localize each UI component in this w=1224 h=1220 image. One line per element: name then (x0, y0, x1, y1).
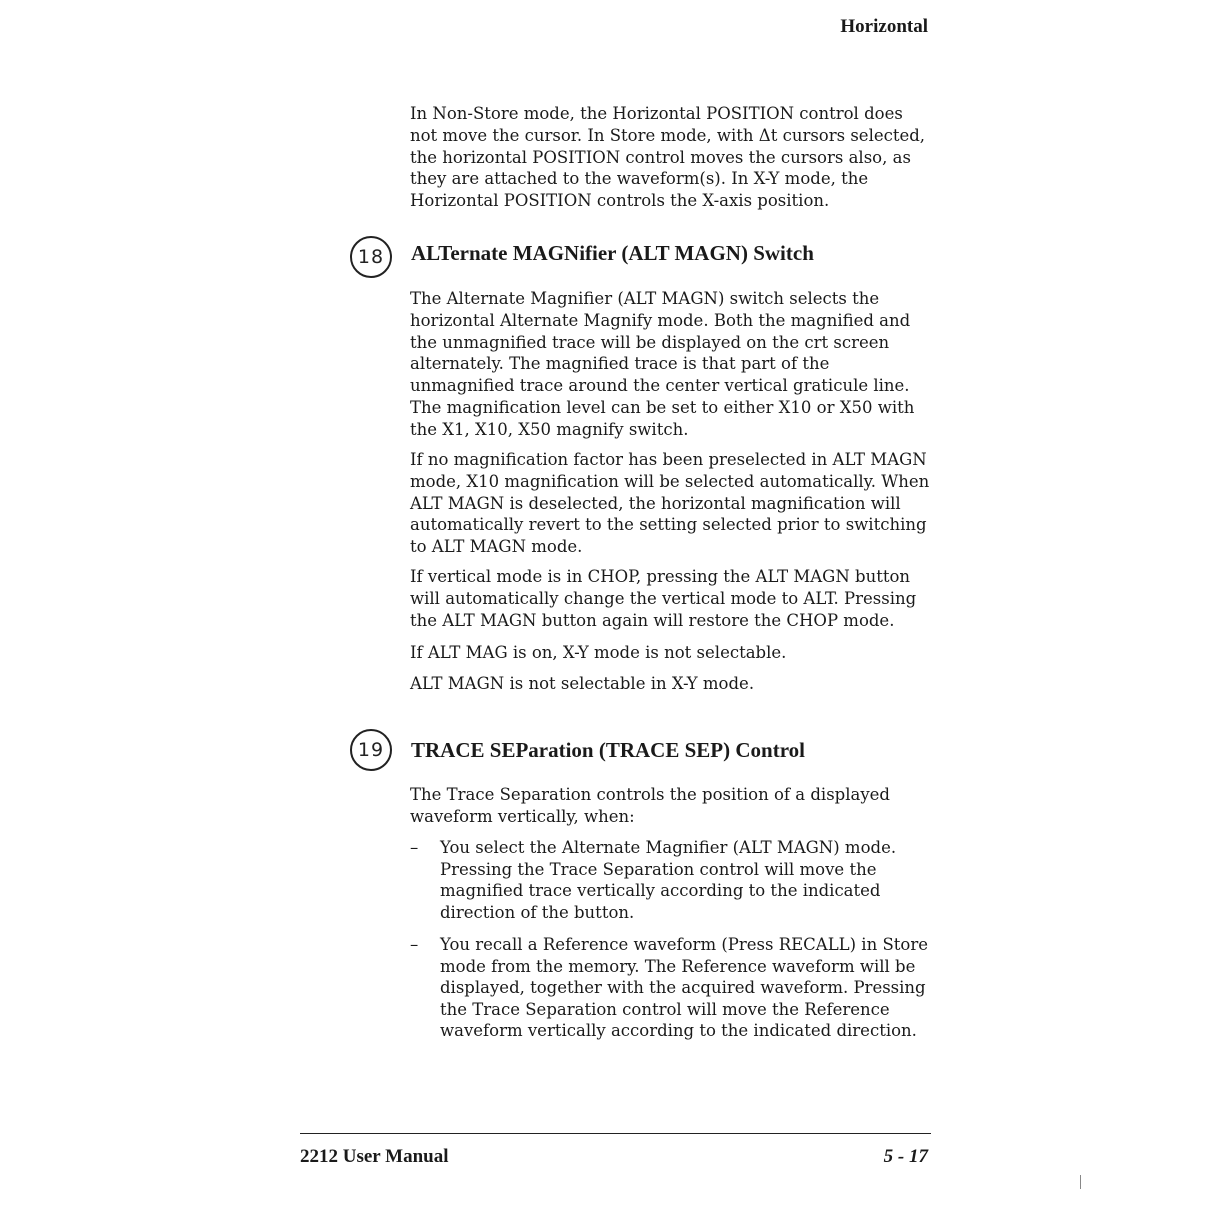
intro-paragraph: In Non-Store mode, the Horizontal POSITION control does not move the cursor. In Store mode, with Δt cursors selected, the horizontal POSITION control moves the cursors also, as they are attached to the waveform(s). In X-Y mode, the Horizontal POSITION controls the X-axis position. (410, 104, 926, 211)
footer-divider (300, 1133, 931, 1134)
section-heading: TRACE SEParation (TRACE SEP) Control (411, 738, 805, 762)
bullet-dash: – (410, 838, 419, 857)
section-number-badge: 18 (350, 236, 392, 278)
section-heading: ALTernate MAGNifier (ALT MAGN) Switch (411, 241, 814, 265)
bullet-dash: – (410, 935, 419, 954)
page-header-title: Horizontal (840, 16, 928, 37)
section-paragraph: ALT MAGN is not selectable in X-Y mode. (410, 674, 755, 693)
section-paragraph: If ALT MAG is on, X-Y mode is not selectable. (410, 643, 787, 662)
list-item-text: You select the Alternate Magnifier (ALT MAGN) mode. Pressing the Trace Separation control will move the magnified trace vertically according to the indicated direction of the button. (440, 838, 897, 922)
section-paragraph: The Trace Separation controls the position of a displayed waveform vertically, when: (410, 785, 890, 826)
page-number: 5 - 17 (883, 1146, 928, 1167)
list-item-text: You recall a Reference waveform (Press RECALL) in Store mode from the memory. The Reference waveform will be displayed, together with the acquired waveform. Pressing the Trace Separation control will move the Reference waveform vertically according to the indicated direction. (440, 935, 928, 1041)
section-paragraph: If vertical mode is in CHOP, pressing the ALT MAGN button will automatically change the vertical mode to ALT. Pressing the ALT MAGN button again will restore the CHOP mode. (410, 567, 917, 630)
section-number-badge: 19 (350, 729, 392, 771)
list-item (410, 837, 940, 923)
section-paragraph: The Alternate Magnifier (ALT MAGN) switch selects the horizontal Alternate Magnify mode. Both the magnified and the unmagnified trace will be displayed on the crt screen alternately. The magnified trace is that part of the unmagnified trace around the center vertical graticule line. The magnification level can be set to either X10 or X50 with the X1, X10, X50 magnify switch. (410, 289, 915, 439)
footer-manual-title: 2212 User Manual (300, 1146, 449, 1167)
scan-artifact (1080, 1175, 1081, 1189)
section-paragraph: If no magnification factor has been preselected in ALT MAGN mode, X10 magnification will be selected automatically. When ALT MAGN is deselected, the horizontal magnification will automatically revert to the setting selected prior to switching to ALT MAGN mode. (410, 450, 930, 557)
list-item (410, 934, 940, 1042)
